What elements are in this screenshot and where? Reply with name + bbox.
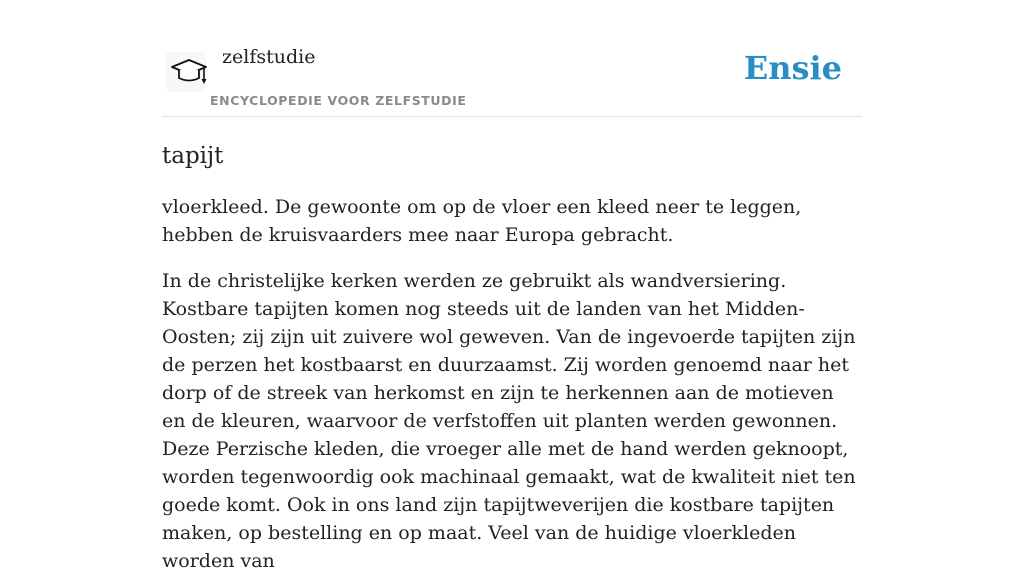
ensie-logo-link[interactable]: Ensie (743, 49, 842, 87)
site-name-link[interactable]: zelfstudie (222, 46, 316, 68)
site-header (162, 0, 862, 117)
graduation-cap-icon[interactable] (166, 52, 206, 92)
article-body (162, 193, 862, 575)
page-container (162, 0, 862, 575)
page-title: tapijt (162, 143, 224, 169)
site-tagline: ENCYCLOPEDIE VOOR ZELFSTUDIE (210, 93, 467, 108)
article-paragraph: In de christelijke kerken werden ze gebruikt als wandversiering. Kostbare tapijten komen nog steeds uit de landen van het Midden-Oosten; zij zijn uit zuivere wol geweven. Van de ingevoerde tapijten zijn de perzen het kostbaarst en duurzaamst. Zij worden genoemd naar het dorp of de streek van herkomst en zijn te herkennen aan de motieven en de kleuren, waarvoor de verfstoffen uit planten werden gewonnen. Deze Perzische kleden, die vroeger alle met de hand werden geknoopt, worden tegenwoordig ook machinaal gemaakt, wat de kwaliteit niet ten goede komt. Ook in ons land zijn tapijtweverijen die kostbare tapijten maken, op bestelling en op maat. Veel van de huidige vloerkleden worden van (162, 270, 856, 572)
article-paragraph: vloerkleed. De gewoonte om op de vloer een kleed neer te leggen, hebben de kruisvaarders mee naar Europa gebracht. (162, 196, 802, 246)
